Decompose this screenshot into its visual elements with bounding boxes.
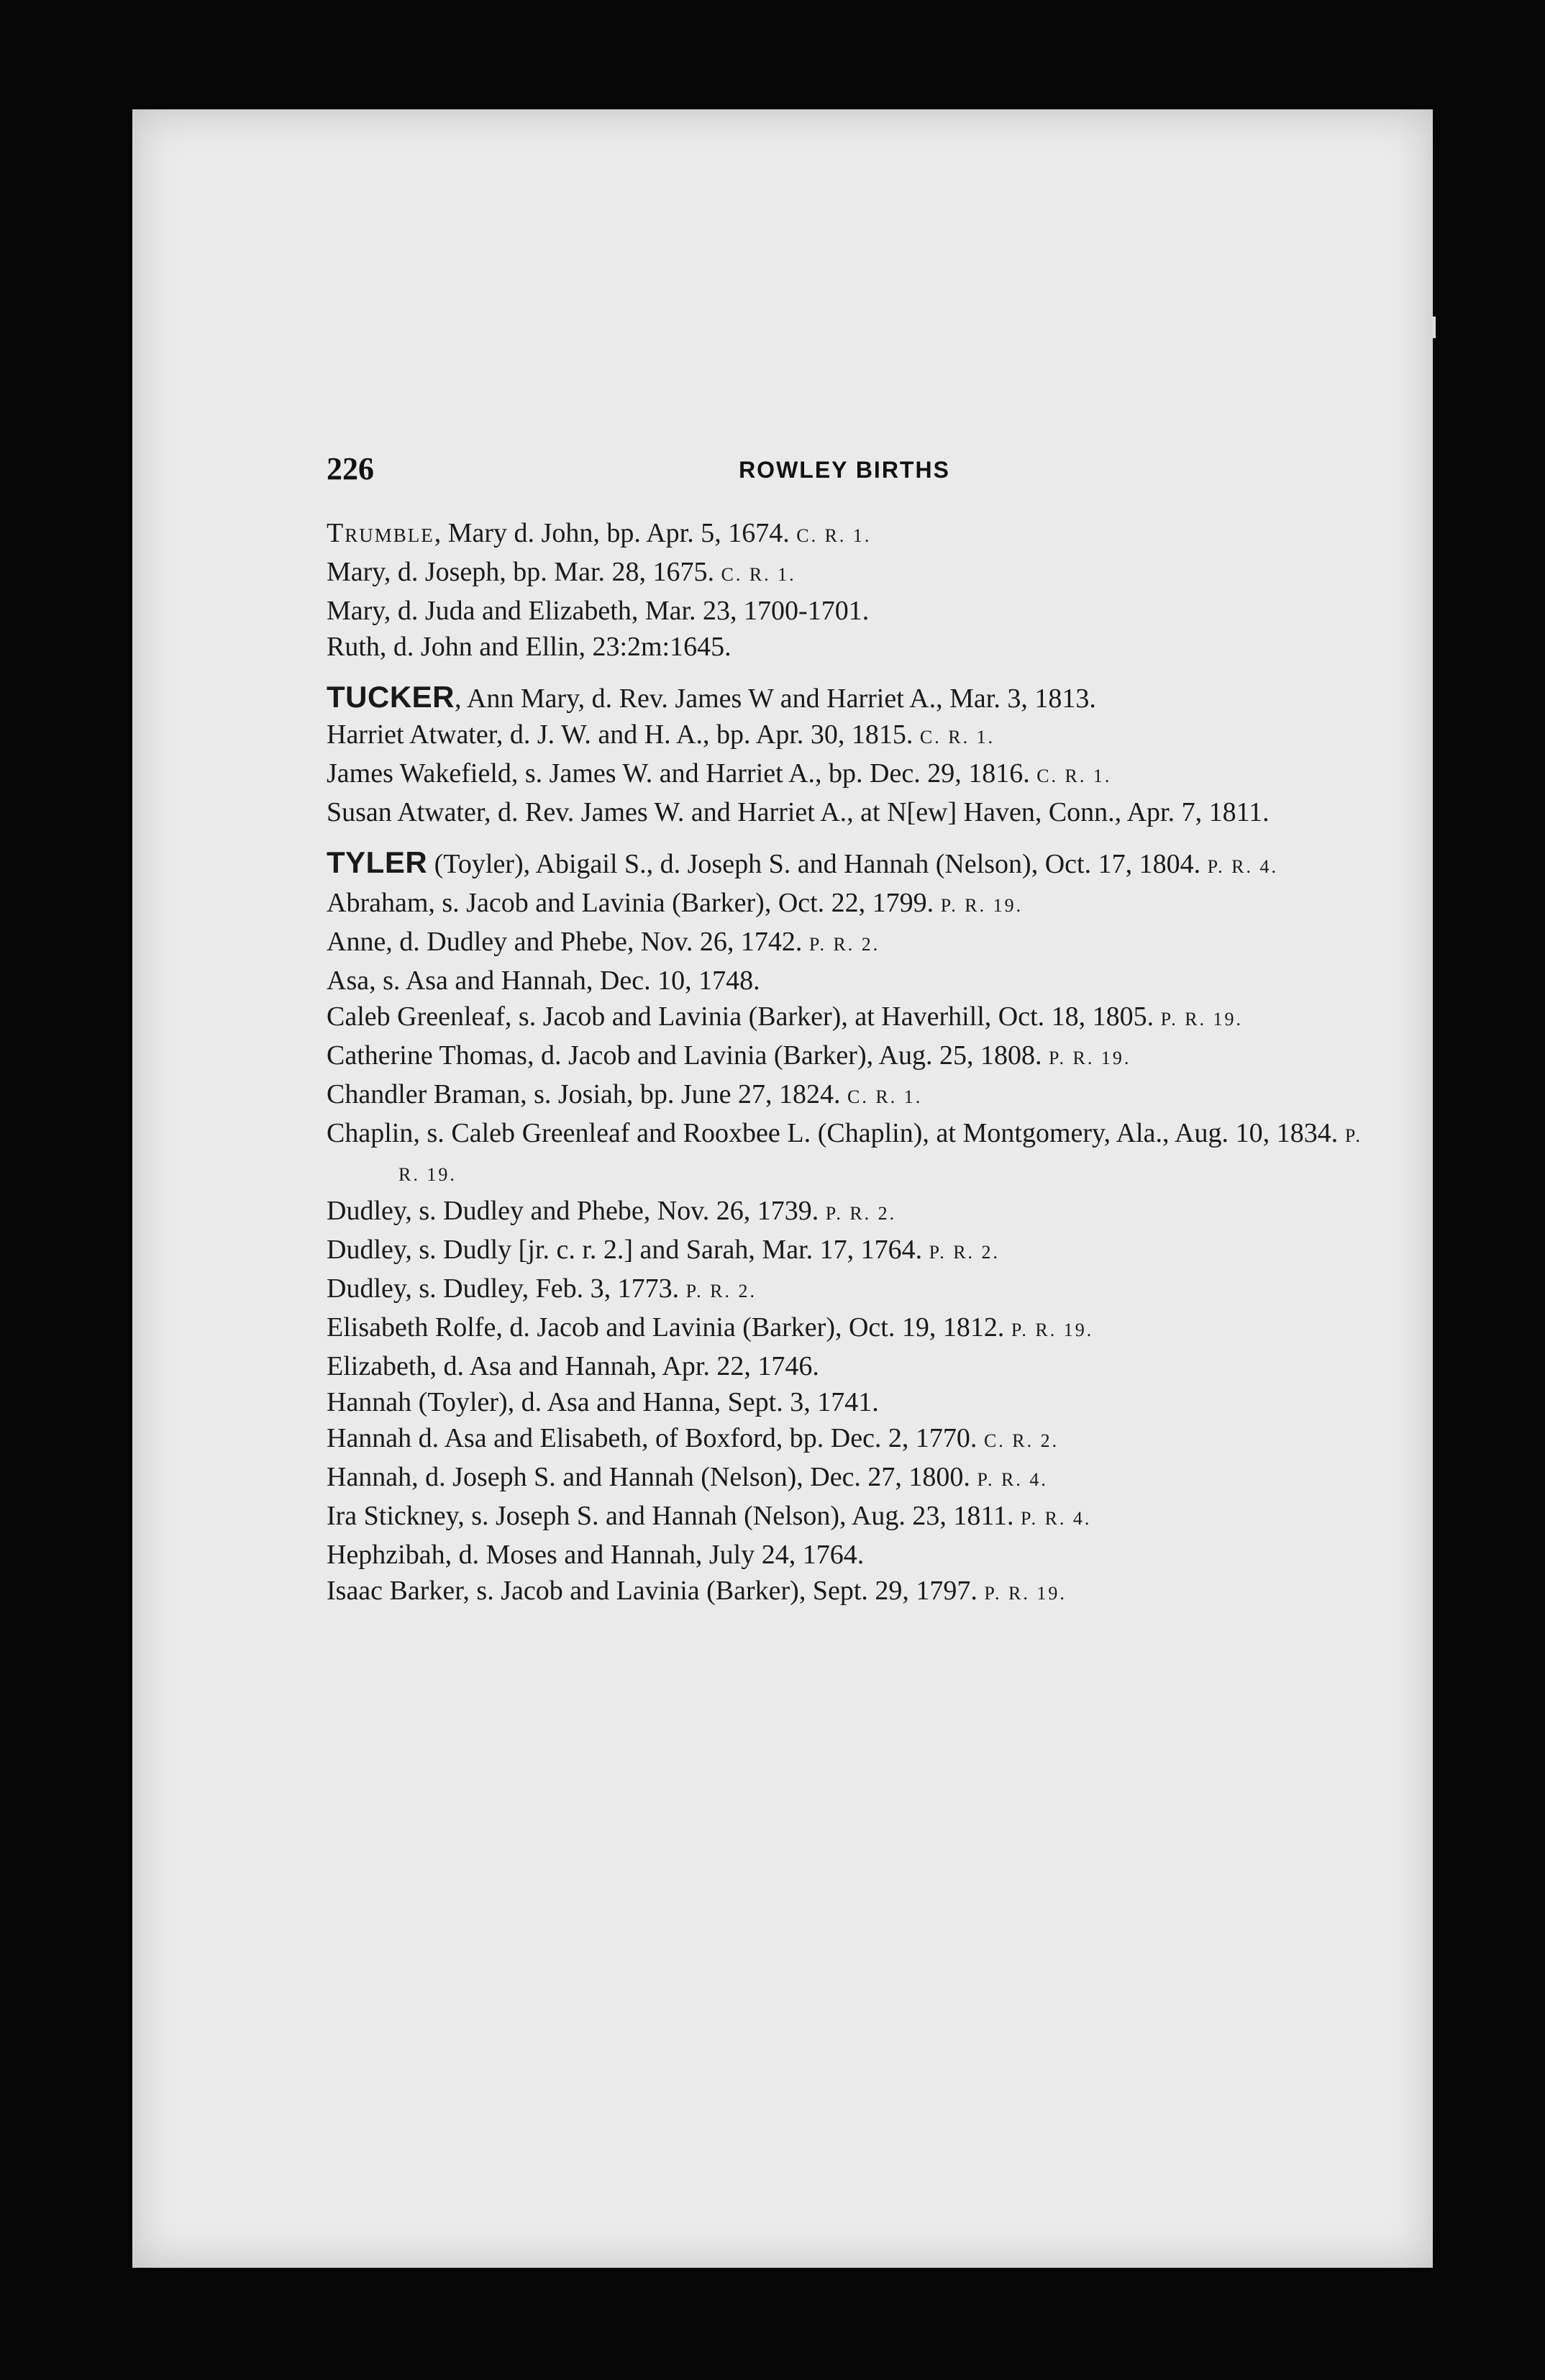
record-entry xyxy=(327,1193,1362,1232)
record-text: Ruth, d. John and Ellin, 23:2m:1645. xyxy=(327,632,732,662)
record-entry xyxy=(327,1573,1362,1612)
record-entry xyxy=(327,1232,1362,1271)
record-entry xyxy=(327,1309,1362,1348)
record-entry xyxy=(327,1537,1362,1573)
record-text: Susan Atwater, d. Rev. James W. and Harriet A., at N[ew] Haven, Conn., Apr. 7, 1811. xyxy=(327,797,1270,827)
family-section xyxy=(327,515,1362,665)
record-entry xyxy=(327,593,1362,629)
record-entry xyxy=(327,885,1362,924)
page-text xyxy=(327,448,1362,1612)
record-entry xyxy=(327,1420,1362,1459)
record-text: Ira Stickney, s. Joseph S. and Hannah (Nelson), Aug. 23, 1811. xyxy=(327,1501,1021,1531)
record-entry xyxy=(327,1271,1362,1309)
record-text: Hephzibah, d. Moses and Hannah, July 24, 1764. xyxy=(327,1540,865,1570)
record-entry xyxy=(327,1037,1362,1076)
record-entry xyxy=(327,794,1362,830)
page-number: 226 xyxy=(327,451,374,486)
source-citation: P. R. 4. xyxy=(1021,1508,1092,1529)
book-page xyxy=(132,109,1433,2268)
running-head: ROWLEY BIRTHS xyxy=(739,457,950,483)
record-entry xyxy=(327,629,1362,665)
record-entry xyxy=(327,554,1362,593)
record-text: Anne, d. Dudley and Phebe, Nov. 26, 1742. xyxy=(327,927,809,957)
record-entry xyxy=(327,679,1362,717)
source-citation: P. R. 19. xyxy=(940,895,1024,916)
record-entry xyxy=(327,717,1362,755)
surname-heading: Trumble xyxy=(327,518,434,548)
source-citation: P. R. 19. xyxy=(984,1583,1067,1604)
record-text: Asa, s. Asa and Hannah, Dec. 10, 1748. xyxy=(327,966,760,996)
surname-heading: TUCKER xyxy=(327,680,455,714)
record-entry xyxy=(327,1076,1362,1115)
source-citation: P. R. 19. xyxy=(1011,1320,1094,1340)
record-entry xyxy=(327,1115,1362,1193)
source-citation: C. R. 2. xyxy=(983,1430,1059,1451)
record-entry xyxy=(327,924,1362,963)
record-entry xyxy=(327,999,1362,1037)
record-text: Catherine Thomas, d. Jacob and Lavinia (Barker), Aug. 25, 1808. xyxy=(327,1040,1049,1071)
record-text: , Mary d. John, bp. Apr. 5, 1674. xyxy=(434,518,797,548)
record-text: Abraham, s. Jacob and Lavinia (Barker), Oct. 22, 1799. xyxy=(327,888,941,918)
source-citation: C. R. 1. xyxy=(847,1086,923,1107)
record-entry xyxy=(327,1384,1362,1420)
record-text: Elizabeth, d. Asa and Hannah, Apr. 22, 1746. xyxy=(327,1351,819,1381)
record-text: James Wakefield, s. James W. and Harriet A., bp. Dec. 29, 1816. xyxy=(327,758,1037,789)
record-text: Mary, d. Joseph, bp. Mar. 28, 1675. xyxy=(327,557,721,587)
record-text: , Ann Mary, d. Rev. James W and Harriet A., Mar. 3, 1813. xyxy=(455,683,1096,714)
record-text: Dudley, s. Dudly [jr. c. r. 2.] and Sarah, Mar. 17, 1764. xyxy=(327,1235,929,1265)
record-text: Hannah, d. Joseph S. and Hannah (Nelson), Dec. 27, 1800. xyxy=(327,1462,977,1492)
record-entry xyxy=(327,1498,1362,1537)
surname-heading: TYLER xyxy=(327,845,428,879)
source-citation: C. R. 1. xyxy=(796,525,872,546)
record-text: Isaac Barker, s. Jacob and Lavinia (Barker), Sept. 29, 1797. xyxy=(327,1576,985,1606)
record-text: Caleb Greenleaf, s. Jacob and Lavinia (Barker), at Haverhill, Oct. 18, 1805. xyxy=(327,1001,1161,1032)
record-text: Chaplin, s. Caleb Greenleaf and Rooxbee L. (Chaplin), at Montgomery, Ala., Aug. 10, 1834. xyxy=(327,1118,1345,1148)
source-citation: P. R. 2. xyxy=(808,934,880,955)
record-text: (Toyler), Abigail S., d. Joseph S. and Hannah (Nelson), Oct. 17, 1804. xyxy=(427,849,1208,879)
source-citation: P. R. 19. xyxy=(1048,1048,1131,1068)
record-text: Mary, d. Juda and Elizabeth, Mar. 23, 1700-1701. xyxy=(327,596,870,626)
source-citation: P. R. 2. xyxy=(685,1281,757,1302)
source-citation: P. R. 19. xyxy=(1160,1009,1244,1030)
record-text: Dudley, s. Dudley, Feb. 3, 1773. xyxy=(327,1273,686,1304)
record-text: Hannah d. Asa and Elisabeth, of Boxford, bp. Dec. 2, 1770. xyxy=(327,1423,984,1453)
source-citation: P. R. 2. xyxy=(929,1242,1001,1263)
source-citation: C. R. 1. xyxy=(1036,766,1112,786)
family-section xyxy=(327,679,1362,830)
record-entry xyxy=(327,845,1362,885)
record-entry xyxy=(327,1459,1362,1498)
record-entry xyxy=(327,515,1362,554)
source-citation: C. R. 1. xyxy=(721,564,796,585)
source-citation: P. R. 4. xyxy=(977,1469,1048,1490)
record-text: Hannah (Toyler), d. Asa and Hanna, Sept. 3, 1741. xyxy=(327,1387,879,1417)
family-list xyxy=(327,515,1362,1612)
source-citation: P. R. 2. xyxy=(825,1203,897,1224)
source-citation: P. R. 4. xyxy=(1207,856,1279,877)
page-header xyxy=(327,448,1362,505)
record-entry xyxy=(327,963,1362,999)
record-entry xyxy=(327,1348,1362,1384)
record-text: Elisabeth Rolfe, d. Jacob and Lavinia (Barker), Oct. 19, 1812. xyxy=(327,1312,1011,1343)
source-citation: P. R. 19. xyxy=(398,1125,1362,1185)
record-text: Dudley, s. Dudley and Phebe, Nov. 26, 1739. xyxy=(327,1196,826,1226)
family-section xyxy=(327,845,1362,1612)
record-entry xyxy=(327,755,1362,794)
record-text: Harriet Atwater, d. J. W. and H. A., bp. Apr. 30, 1815. xyxy=(327,719,920,750)
source-citation: C. R. 1. xyxy=(919,727,995,748)
record-text: Chandler Braman, s. Josiah, bp. June 27, 1824. xyxy=(327,1079,848,1109)
